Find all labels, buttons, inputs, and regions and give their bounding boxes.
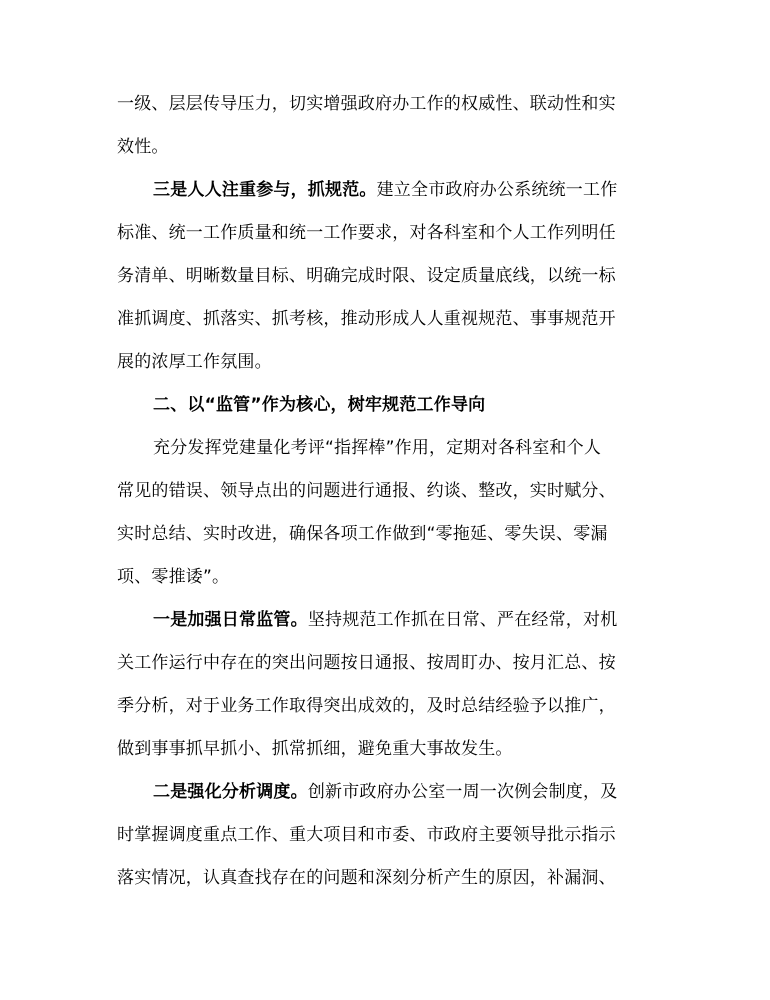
section-heading: 二、以“监管”作为核心，树牢规范工作导向	[153, 395, 486, 415]
paragraph-5	[117, 771, 647, 900]
text-line: 展的浓厚工作氛围。	[117, 352, 272, 372]
text-line: 务清单、明晰数量目标、明确完成时限、设定质量底线，以统一标	[117, 266, 616, 286]
document-body	[117, 83, 647, 900]
paragraph-4	[117, 599, 647, 771]
text-line: 做到事事抓早抓小、抓常抓细，避免重大事故发生。	[117, 739, 513, 759]
text-line: 准抓调度、抓落实、抓考核，推动形成人人重视规范、事事规范开	[117, 309, 616, 329]
text-line: 效性。	[117, 137, 169, 157]
paragraph-1	[117, 83, 647, 169]
text-line: 常见的错误、领导点出的问题进行通报、约谈、整改，实时赋分、	[117, 481, 616, 501]
paragraph-lead: 二是强化分析调度。	[153, 782, 308, 802]
paragraph-3	[117, 427, 647, 599]
paragraph-text: 创新市政府办公室一周一次例会制度，及	[307, 782, 618, 802]
paragraph-text: 建立全市政府办公系统统一工作	[376, 180, 618, 200]
paragraph-lead: 三是人人注重参与，抓规范。	[153, 180, 377, 200]
paragraph-lead: 一是加强日常监管。	[153, 610, 308, 630]
text-line	[117, 599, 647, 642]
text-line: 季分析，对于业务工作取得突出成效的，及时总结经验予以推广，	[117, 696, 616, 716]
text-line	[117, 771, 647, 814]
text-line: 实时总结、实时改进，确保各项工作做到“零拖延、零失误、零漏	[117, 524, 608, 544]
paragraph-2	[117, 169, 647, 384]
text-line	[117, 169, 647, 212]
paragraph-text: 坚持规范工作抓在日常、严在经常，对机	[307, 610, 618, 630]
text-line: 一级、层层传导压力，切实增强政府办工作的权威性、联动性和实	[117, 94, 616, 114]
text-line: 标准、统一工作质量和统一工作要求，对各科室和个人工作列明任	[117, 223, 616, 243]
text-line: 充分发挥党建量化考评“指挥棒”作用，定期对各科室和个人	[153, 438, 602, 458]
text-line: 时掌握调度重点工作、重大项目和市委、市政府主要领导批示指示	[117, 825, 616, 845]
text-line: 项、零推诿”。	[117, 567, 230, 587]
text-line: 落实情况，认真查找存在的问题和深刻分析产生的原因，补漏洞、	[117, 868, 616, 888]
text-line: 关工作运行中存在的突出问题按日通报、按周盯办、按月汇总、按	[117, 653, 616, 673]
